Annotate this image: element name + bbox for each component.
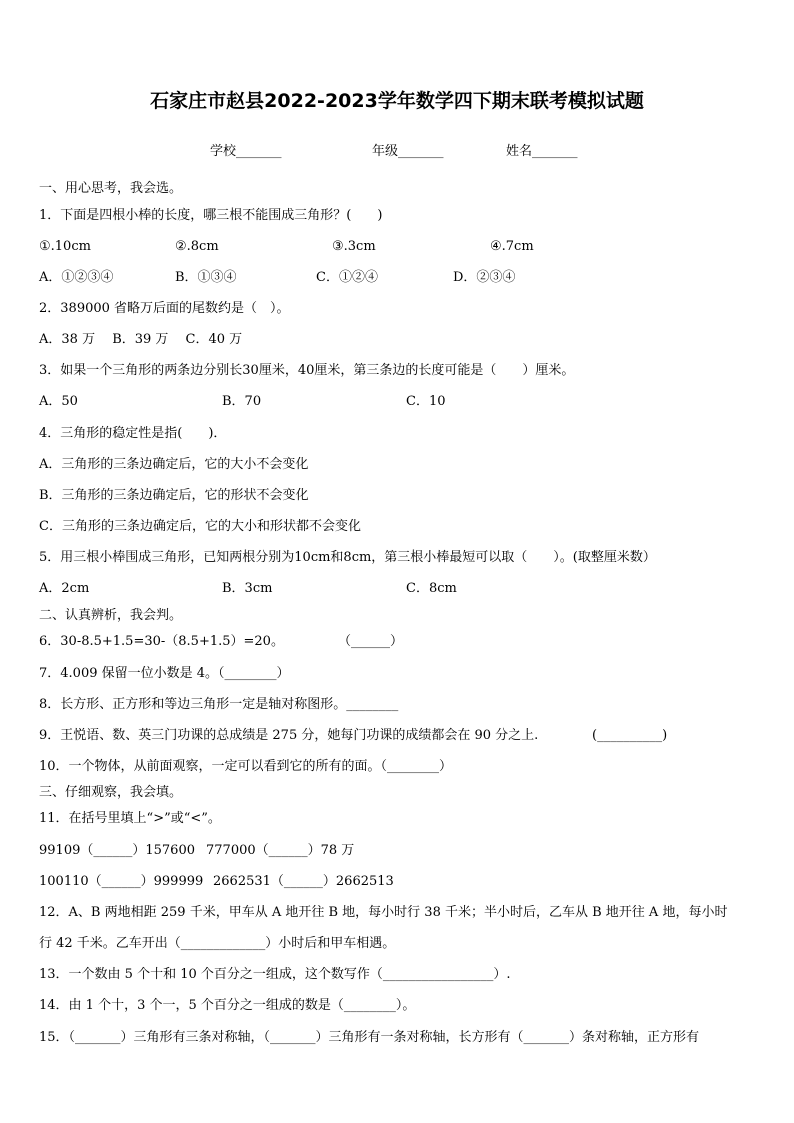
question-12-line-1: 12．A、B 两地相距 259 千米，甲车从 A 地开往 B 地，每小时行 38 千米；半小时后，乙车从 B 地开往 A 地，每小时 bbox=[39, 905, 728, 920]
q2-options[interactable]: A．38 万 B．39 万 C．40 万 bbox=[39, 332, 243, 347]
q1-option-a[interactable]: A．①②③④ bbox=[39, 270, 114, 285]
question-8[interactable]: 8．长方形、正方形和等边三角形一定是轴对称图形。________ bbox=[39, 697, 399, 712]
q4-option-b[interactable]: B．三角形的三条边确定后，它的形状不会变化 bbox=[39, 488, 309, 503]
question-13[interactable]: 13．一个数由 5 个十和 10 个百分之一组成，这个数写作（_________________）. bbox=[39, 967, 511, 982]
question-12-line-2[interactable]: 行 42 千米。乙车开出（_____________）小时后和甲车相遇。 bbox=[39, 936, 396, 951]
q3-option-b[interactable]: B．70 bbox=[222, 394, 262, 409]
question-9-stem: 9．王悦语、数、英三门功课的总成绩是 275 分，她每门功课的成绩都会在 90 分之上. bbox=[39, 728, 539, 743]
q1-stick-3: ③.3cm bbox=[332, 239, 376, 254]
q4-option-a[interactable]: A．三角形的三条边确定后，它的大小不会变化 bbox=[39, 457, 309, 472]
question-14[interactable]: 14．由 1 个十，3 个一，5 个百分之一组成的数是（________）。 bbox=[39, 998, 416, 1013]
section-heading-2: 二、认真辨析，我会判。 bbox=[39, 608, 183, 623]
q5-option-c[interactable]: C．8cm bbox=[406, 581, 457, 596]
question-11-stem: 11．在括号里填上“>”或“<”。 bbox=[39, 811, 221, 826]
question-5-stem: 5．用三根小棒围成三角形，已知两根分别为10cm和8cm，第三根小棒最短可以取（ ）。(取整厘米数） bbox=[39, 550, 656, 565]
q5-option-b[interactable]: B．3cm bbox=[222, 581, 273, 596]
page-title: 石家庄市赵县2022-2023学年数学四下期末联考模拟试题 bbox=[150, 90, 644, 112]
section-heading-1: 一、用心思考，我会选。 bbox=[39, 181, 183, 196]
name-field[interactable]: 姓名_______ bbox=[506, 144, 578, 159]
question-2-stem: 2．389000 省略万后面的尾数约是（ ）。 bbox=[39, 301, 290, 316]
section-heading-3: 三、仔细观察，我会填。 bbox=[39, 785, 183, 800]
q11-item-4[interactable]: 2662531（______）2662513 bbox=[213, 874, 394, 889]
q3-option-c[interactable]: C．10 bbox=[406, 394, 446, 409]
q1-stick-4: ④.7cm bbox=[490, 239, 534, 254]
q1-stick-2: ②.8cm bbox=[175, 239, 219, 254]
grade-field[interactable]: 年级_______ bbox=[372, 144, 444, 159]
question-7[interactable]: 7．4.009 保留一位小数是 4。（________） bbox=[39, 666, 290, 681]
q6-answer-blank[interactable]: （______） bbox=[338, 634, 404, 649]
school-field[interactable]: 学校_______ bbox=[210, 144, 282, 159]
q11-item-2[interactable]: 777000（______）78 万 bbox=[206, 843, 355, 858]
q11-item-1[interactable]: 99109（______）157600 bbox=[39, 843, 195, 858]
q5-option-a[interactable]: A．2cm bbox=[39, 581, 90, 596]
question-10[interactable]: 10．一个物体，从前面观察，一定可以看到它的所有的面。（________） bbox=[39, 759, 453, 774]
q11-item-3[interactable]: 100110（______）999999 bbox=[39, 874, 204, 889]
q1-option-d[interactable]: D．②③④ bbox=[453, 270, 516, 285]
question-4-stem: 4．三角形的稳定性是指( )． bbox=[39, 426, 227, 441]
question-6-stem: 6．30-8.5+1.5=30-（8.5+1.5）=20。 bbox=[39, 634, 284, 649]
q1-option-b[interactable]: B．①③④ bbox=[175, 270, 237, 285]
q1-option-c[interactable]: C．①②④ bbox=[316, 270, 378, 285]
q9-answer-blank[interactable]: (__________) bbox=[592, 728, 668, 743]
question-1-stem: 1．下面是四根小棒的长度，哪三根不能围成三角形？( ) bbox=[39, 208, 383, 223]
q1-stick-1: ①.10cm bbox=[39, 239, 91, 254]
q4-option-c[interactable]: C．三角形的三条边确定后，它的大小和形状都不会变化 bbox=[39, 519, 361, 534]
question-15[interactable]: 15．（_______）三角形有三条对称轴，（_______）三角形有一条对称轴，长方形有（_______）条对称轴，正方形有 bbox=[39, 1030, 700, 1045]
q3-option-a[interactable]: A．50 bbox=[39, 394, 78, 409]
question-3-stem: 3．如果一个三角形的两条边分别长30厘米，40厘米，第三条边的长度可能是（ ）厘米。 bbox=[39, 363, 575, 378]
